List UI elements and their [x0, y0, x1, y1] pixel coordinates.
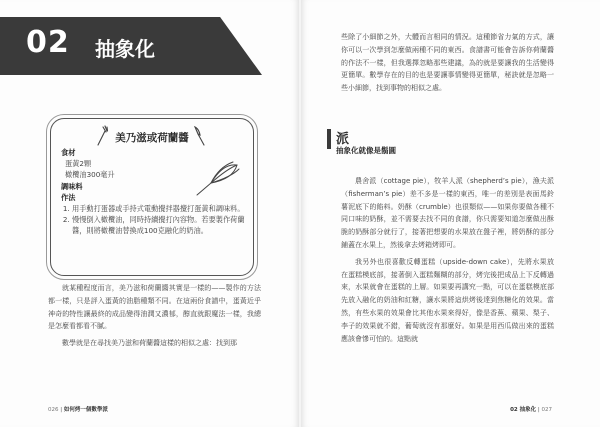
right-body-text — [341, 175, 554, 345]
method-heading: 作法 — [61, 192, 76, 202]
method-steps — [61, 203, 247, 237]
method-step: 2. 慢慢倒入橄欖油，同時持續攪打內容物。若要製作荷蘭醬，則將橄欖油替換成100克融化的奶油。 — [72, 214, 247, 236]
chapter-title: 抽象化 — [95, 37, 155, 61]
method-step: 1. 用手動打蛋器或手持式電動攪拌器攪打蛋黃和調味料。 — [72, 203, 247, 214]
recipe-card — [50, 118, 254, 276]
ingredient-item: 橄欖油300毫升 — [65, 170, 115, 180]
paragraph: 數學就是在尋找美乃滋和荷蘭醬這樣的相似之處：找到那 — [62, 339, 237, 348]
right-page-number: 027 — [541, 407, 552, 413]
right-footer: 02 抽象化 | 027 — [510, 407, 552, 413]
section-marker — [327, 129, 331, 149]
section-name: 02 抽象化 — [510, 407, 537, 413]
left-page — [0, 0, 299, 427]
ingredient-item: 蛋黃2顆 — [65, 159, 92, 169]
chapter-number: 02 — [26, 25, 70, 60]
paragraph: 農舍派（cottage pie），牧羊人派（shepherd’s pie），漁夫派（fisherman’s pie）差不多是一樣的東西，唯一的差別是表面馬鈴薯泥底下的餡料。奶酥（crumble）也很類似——如果你要做各種不同口味的奶酥，並不需要去找不同的食譜，你只需要知道怎麼做出酥脆的奶酥部分就行了，接著把想要的水果放在盤子裡，將奶酥的部分鋪蓋在水果上，然後拿去烤箱烤即可。 — [341, 177, 554, 249]
paragraph: 些除了小細節之外，大體而言相同的情況。這種節省力氣的方式，讓你可以一次學到怎麼做兩種不同的東西。食譜書可能會告訴你荷蘭醬的作法不一樣，但我選擇忽略那些建議，為的就是要讓我的生活變得更簡單。數學存在的目的也是要讓事情變得更簡單，秘訣就是忽略一些小細節，找到事物的相似之處。 — [341, 33, 554, 93]
paragraph: 我另外也很喜歡反轉蛋糕（upside-down cake），先將水果放在蛋糕模底部，接著倒入蛋糕麵糊的部分，烤完後把成品上下反轉過來，水果就會在蛋糕的上層。如果要再講究一點，可以在蛋糕模底部先放入融化的奶油和紅糖，讓水果將這烘烤後達到焦糖化的效果。當然，有些水果的效果會比其他水果來得好，像是香蕉、蘋果、梨子、李子的效果就不錯，葡萄就沒有那麼好。如果是用西瓜做出來的蛋糕應該會慘可怕的。這點就 — [341, 257, 554, 343]
section-title: 派 — [336, 132, 350, 147]
book-title: 如何烤一個數學派 — [63, 407, 108, 413]
left-body-text — [48, 282, 261, 350]
left-page-number: 026 — [48, 407, 59, 413]
left-footer: 026 | 如何烤一個數學派 — [48, 407, 108, 413]
right-top-text — [341, 31, 554, 95]
section-subtitle: 抽象化就像是鬍圓 — [336, 146, 396, 155]
whisk-icon — [193, 159, 243, 199]
paragraph: 就某種程度而言，美乃滋和荷蘭醬其實是一樣的——製作的方法都一樣，只是評入蛋黃的油脂種類不同。在這兩份食譜中，蛋黃近乎神奇的特性讓最終的成品變得油潤又濃郁，醇直就跟魔法一樣，我總是怎麼看都看不膩。 — [48, 284, 261, 331]
seasoning-heading: 調味料 — [61, 181, 83, 191]
ingredients-heading: 食材 — [61, 148, 76, 157]
recipe-title: 美乃滋或荷蘭醬 — [115, 132, 189, 144]
